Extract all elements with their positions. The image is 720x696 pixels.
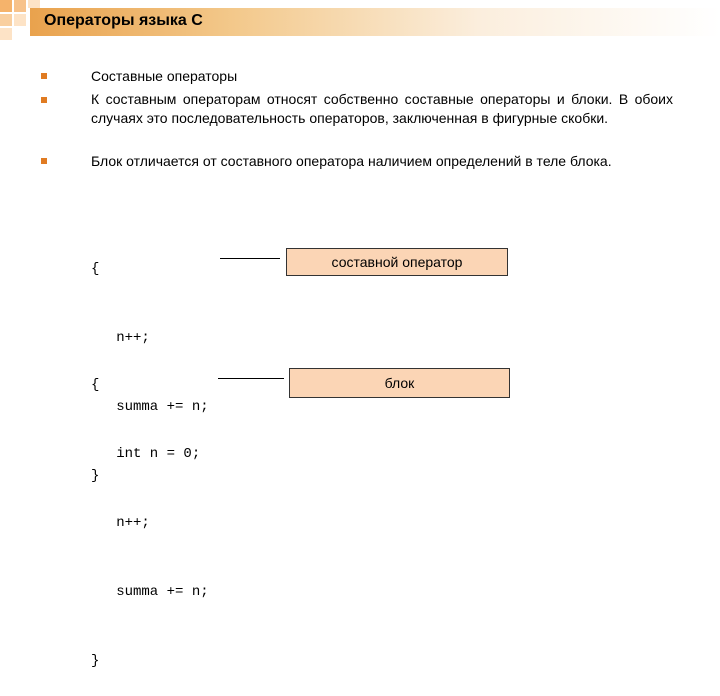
bullet-icon — [41, 158, 47, 164]
bullet-text: Составные операторы — [91, 68, 238, 84]
corner-decoration — [28, 0, 40, 8]
code-line: summa += n; — [91, 399, 209, 415]
corner-decoration — [0, 0, 12, 12]
connector-line — [218, 378, 284, 379]
connector-line — [220, 258, 280, 259]
slide-title: Операторы языка С — [44, 12, 203, 29]
corner-decoration — [14, 0, 26, 12]
code-line: { — [91, 377, 100, 393]
code-line: n++; — [91, 515, 150, 531]
corner-decoration — [14, 14, 26, 26]
corner-decoration — [0, 14, 12, 26]
bullet-text: К составным операторам относят собственно составные операторы и блоки. В обоих случаях это последовательность операторов, заключенная в фигурные скобки. — [91, 91, 673, 126]
bullet-text: Блок отличается от составного оператора наличием определений в теле блока. — [91, 153, 612, 169]
bullet-icon — [41, 97, 47, 103]
label-compound-operator: составной оператор — [286, 248, 508, 276]
code-line: { — [91, 261, 100, 277]
code-line: int n = 0; — [91, 446, 201, 462]
bullet-icon — [41, 73, 47, 79]
code-line: } — [91, 468, 100, 484]
code-line: } — [91, 653, 100, 669]
label-block: блок — [289, 368, 510, 398]
code-line: summa += n; — [91, 584, 209, 600]
code-block-block — [91, 328, 209, 696]
corner-decoration — [0, 28, 12, 40]
code-line: n++; — [91, 330, 150, 346]
